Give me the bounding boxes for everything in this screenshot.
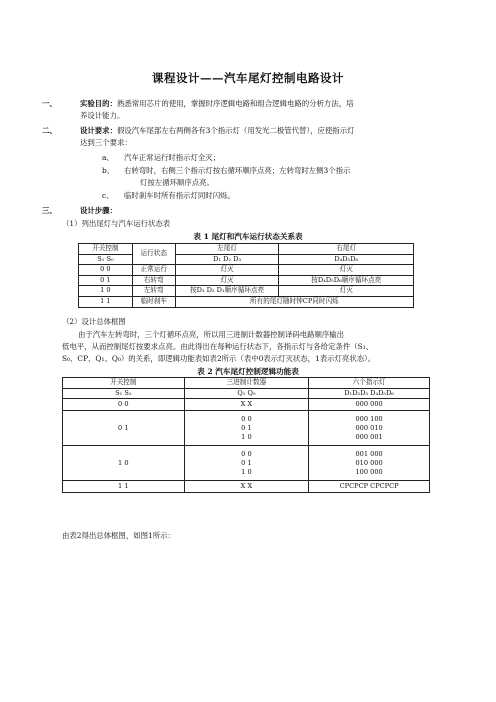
- t2-q-line: 0 0: [241, 414, 252, 423]
- footer-text: 由表2得出总体框图，如图1所示：: [62, 531, 175, 540]
- t2-d-line: 000 010: [355, 423, 383, 432]
- t2-h-switch: 开关控制: [63, 378, 185, 389]
- t1-cell: 所有的尾灯随时钟CP同时闪烁: [175, 296, 413, 307]
- t2-cell: X X: [184, 481, 309, 493]
- section-2-label: 设计要求：: [80, 126, 117, 135]
- section-3-number: 三、: [42, 206, 57, 215]
- t1-cell: 灯灭: [279, 265, 414, 276]
- t1-cell: 临时刹车: [132, 296, 175, 307]
- t1-cell: 灯灭: [279, 286, 414, 297]
- t2-q-line: 0 0: [241, 449, 252, 458]
- page-title: 课程设计——汽车尾灯控制电路设计: [152, 71, 344, 85]
- step-1: （1）列出尾灯与汽车运行状态表: [62, 219, 171, 228]
- t1-h-left-sub: D₁ D₂ D₃: [175, 254, 279, 265]
- table-row: [63, 481, 430, 493]
- table-row: [63, 411, 430, 446]
- t1-h-s: S₁ S₀: [79, 254, 133, 265]
- t1-cell: 正常运行: [132, 265, 175, 276]
- t2-cell: CPCPCP CPCPCP: [309, 481, 430, 493]
- t2-h-s: S₁ S₂: [63, 388, 185, 399]
- table-1: [78, 243, 414, 308]
- req-c-text: 临时刹车时所有指示灯同时闪烁。: [124, 191, 235, 200]
- section-1-text-cont: 养设计能力。: [80, 111, 125, 120]
- t1-cell: 0 1: [79, 275, 133, 286]
- section-2-number: 二、: [42, 126, 57, 135]
- t2-d-line: 100 000: [355, 467, 383, 476]
- t2-q-line: 1 0: [241, 467, 252, 476]
- t2-d-line: 001 000: [355, 449, 383, 458]
- t1-cell: 左转弯: [132, 286, 175, 297]
- t2-q-line: 0 1: [241, 458, 252, 467]
- table-1-caption: 表 1 尾灯和汽车运行状态关系表: [193, 232, 303, 241]
- section-1-text: 熟悉常用芯片的使用，掌握时序逻辑电路和组合逻辑电路的分析方法，培: [116, 99, 354, 108]
- section-2-line: [80, 125, 354, 137]
- t1-h-state: 运行状态: [132, 244, 175, 265]
- paragraph-line-1: 由于汽车左转弯时，三个灯循环点亮，所以用三进制计数器控制译码电路顺序输出: [78, 330, 345, 339]
- t1-cell: 灯灭: [175, 275, 279, 286]
- table-2: [62, 377, 430, 493]
- t2-d-line: 010 000: [355, 458, 383, 467]
- step-2: （2）设计总体框图: [62, 317, 126, 326]
- table-row: [79, 275, 414, 286]
- t2-h-lights: 六个指示灯: [309, 378, 430, 389]
- section-1-line: [80, 98, 353, 110]
- t2-h-counter: 三进制计数器: [184, 378, 309, 389]
- t1-h-right: 右尾灯: [279, 244, 414, 255]
- t2-cell: [309, 446, 430, 481]
- req-a-mark: a、: [102, 153, 114, 162]
- req-b-text-cont: 灯按左循环顺序点亮。: [140, 178, 214, 187]
- t2-d-line: 000 100: [355, 414, 383, 423]
- t2-cell: 1 0: [63, 446, 185, 481]
- t2-h-q: Q₁ Q₀: [184, 388, 309, 399]
- table-row: [79, 265, 414, 276]
- t1-h-switch: 开关控制: [79, 244, 133, 255]
- t1-cell: 右转弯: [132, 275, 175, 286]
- t1-h-left: 左尾灯: [175, 244, 279, 255]
- table-row: [79, 296, 414, 307]
- t2-h-d: D₁D₂D₃ D₄D₅D₆: [309, 388, 430, 399]
- section-2-text-cont: 达到三个要求：: [80, 138, 132, 147]
- t2-cell: X X: [184, 399, 309, 411]
- table-row: [63, 446, 430, 481]
- t2-cell: [184, 446, 309, 481]
- t2-cell: 000 000: [309, 399, 430, 411]
- req-b-mark: b、: [102, 166, 115, 175]
- t2-d-line: 000 001: [355, 432, 383, 441]
- t2-q-line: 0 1: [241, 423, 252, 432]
- t2-cell: 0 0: [63, 399, 185, 411]
- req-b-text: 右转弯时，右侧三个指示灯按右循环顺序点亮；左转弯时左侧3个指示: [124, 166, 351, 175]
- paragraph-line-2: 低电平，从而控制尾灯按要求点亮。由此得出在每种运行状态下，各指示灯与各给定条件（S₁、: [62, 342, 374, 351]
- t1-cell: 灯灭: [175, 265, 279, 276]
- req-a-text: 汽车正常运行时指示灯全灭；: [124, 153, 221, 162]
- section-2-text: 假设汽车尾部左右两侧各有3个指示灯（用发光二极管代替），应使指示灯: [116, 126, 355, 135]
- t1-cell: 按D₄D₅D₆顺序循环点亮: [279, 275, 414, 286]
- table-row: [63, 399, 430, 411]
- t1-cell: 按D₃ D₂ D₁顺序循环点亮: [175, 286, 279, 297]
- table-2-caption: 表 2 汽车尾灯控制逻辑功能表: [197, 367, 299, 376]
- table-row: [79, 286, 414, 297]
- t1-cell: 1 0: [79, 286, 133, 297]
- t2-cell: [184, 411, 309, 446]
- t2-cell: [309, 411, 430, 446]
- section-1-number: 一、: [42, 99, 57, 108]
- t2-cell: 1 1: [63, 481, 185, 493]
- section-3-label: 设计步骤：: [80, 206, 117, 215]
- t2-cell: 0 1: [63, 411, 185, 446]
- t1-h-right-sub: D₄D₅D₆: [279, 254, 414, 265]
- section-1-label: 实验目的：: [80, 99, 117, 108]
- t2-q-line: 1 0: [241, 432, 252, 441]
- req-c-mark: c、: [102, 191, 114, 200]
- t1-cell: 0 0: [79, 265, 133, 276]
- paragraph-line-3: S₀、CP、Q₁、Q₀）的关系，即逻辑功能表如表2所示（表中0表示灯灭状态，1表示灯亮状态）。: [62, 354, 376, 363]
- t1-cell: 1 1: [79, 296, 133, 307]
